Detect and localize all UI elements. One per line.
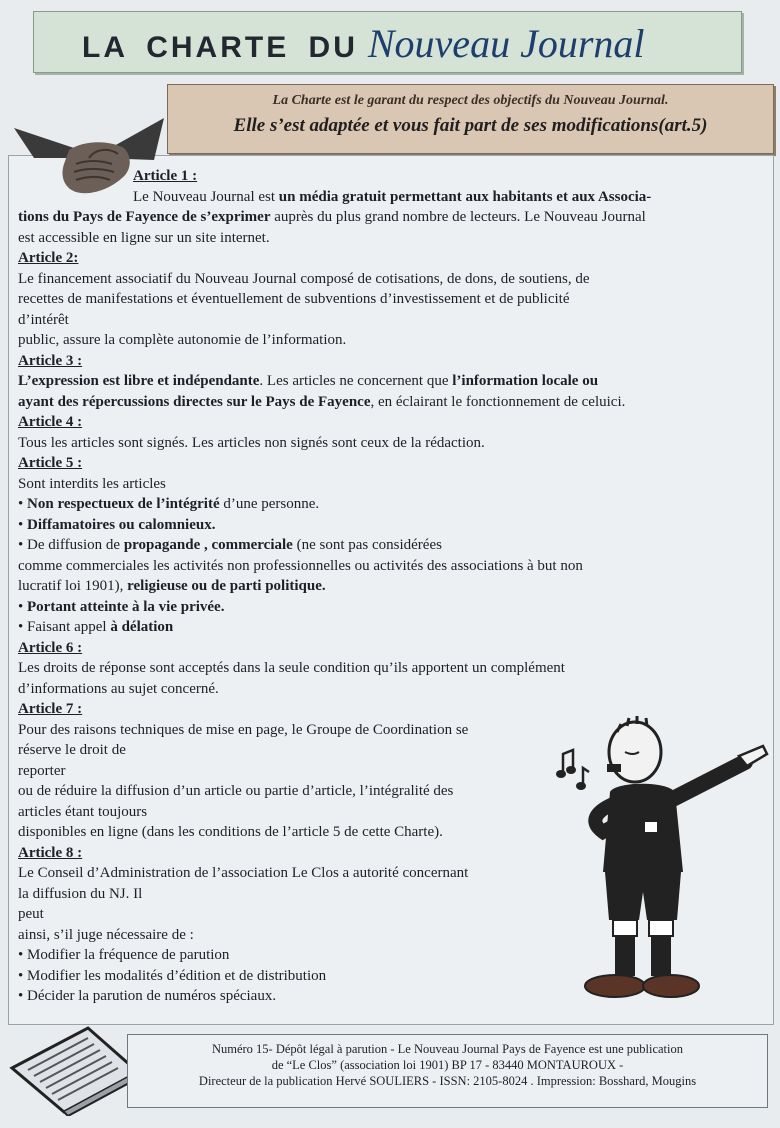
article-2-text-1: Le financement associatif du Nouveau Journal composé de cotisations, de dons, de soutiens, de [18, 270, 590, 287]
article-5-item-3-bold: propagande , commerciale [123, 537, 293, 553]
article-8-text-1: Le Conseil d’Administration de l’association Le Clos a autorité concernant [18, 865, 469, 881]
article-3-bold-1: L’expression est libre et indépendante [18, 373, 260, 389]
article-2-text-2: recettes de manifestations et éventuellement de subventions d’investissement et de publicité [18, 291, 570, 307]
article-5-item-5-text: Faisant appel [27, 619, 111, 635]
footer-line-1: Numéro 15- Dépôt légal à parution - Le Nouveau Journal Pays de Fayence est une publication [211, 1042, 684, 1056]
article-8-heading: Article 8 : [18, 844, 83, 861]
bullet: • [18, 988, 24, 1004]
bullet: • [18, 598, 24, 615]
article-5-item-4-bold: Portant atteinte à la vie privée. [27, 598, 225, 615]
subtitle-line2: Elle s’est adaptée et vous fait part de ses modifications(art.5) [233, 115, 708, 136]
subtitle-line1: La Charte est le garant du respect des objectifs du Nouveau Journal. [272, 93, 669, 108]
article-7-text-6: disponibles en ligne (dans les conditions de l’article 5 de cette Charte). [18, 824, 443, 840]
article-5-item-5-bold: à délation [110, 619, 174, 635]
article-1-bold: un média gratuit permettant aux habitants et aux Associa- [278, 188, 652, 205]
article-5-item-5 [18, 617, 768, 638]
article-5-item-1-bold: Non respectueux de l’intégrité [27, 496, 220, 512]
article-5-item-3-text-2: (ne sont pas considérées [292, 537, 442, 553]
article-5-item-3-line-3: lucratif loi 1901), [18, 578, 128, 594]
article-8-text-3: peut [18, 906, 44, 922]
article-1-heading: Article 1 : [133, 168, 198, 184]
article-1-bold-2: tions du Pays de Fayence de s’exprimer [18, 209, 271, 225]
bullet: • [18, 947, 24, 963]
article-8-item-2-text: Modifier les modalités d’édition et de distribution [27, 967, 327, 984]
footer-legal [127, 1034, 768, 1108]
article-6-text-2: d’informations au sujet concerné. [18, 680, 219, 697]
article-5-item-3 [18, 535, 768, 556]
bullet: • [18, 516, 24, 533]
article-5-item-2-bold: Diffamatoires ou calomnieux. [27, 516, 216, 533]
article-7-text-4: ou de réduire la diffusion d’un article ou partie d’article, l’intégralité des [18, 783, 454, 799]
title-caps: LA CHARTE DU [82, 31, 358, 64]
article-2-text-3: d’intérêt [18, 311, 69, 328]
article-3-bold-2: l’information locale ou [452, 373, 599, 389]
title-italic: Nouveau Journal [367, 21, 645, 66]
bullet: • [18, 619, 24, 635]
bullet: • [18, 537, 24, 553]
article-4-heading: Article 4 : [18, 414, 83, 430]
article-5-item-3-line-2: comme commerciales les activités non professionnelles ou activités des associations à but non [18, 557, 583, 574]
article-7-heading: Article 7 : [18, 701, 83, 717]
article-2-heading: Article 2: [18, 250, 79, 266]
article-8-item-1-text: Modifier la fréquence de parution [27, 947, 230, 963]
page-title [82, 20, 645, 67]
article-5-item-4 [18, 597, 768, 618]
article-7-text-3: reporter [18, 762, 66, 779]
article-5-intro: Sont interdits les articles [18, 475, 166, 492]
article-1-text-2: auprès du plus grand nombre de lecteurs. Le Nouveau Journal [270, 209, 646, 225]
article-2-text-4: public, assure la complète autonomie de l’information. [18, 332, 347, 348]
footer-line-3: Directeur de la publication Hervé SOULIERS - ISSN: 2105-8024 . Impression: Bosshard, Mougins [198, 1074, 697, 1088]
newspaper-icon [8, 1018, 142, 1116]
article-5-item-2 [18, 515, 768, 536]
article-3-text-2: , en éclairant le fonctionnement de celuici. [370, 393, 626, 410]
article-7-text-2: réserve le droit de [18, 742, 126, 758]
referee-whistle-illustration [555, 712, 770, 1012]
footer-line-2: de “Le Clos” (association loi 1901) BP 17 - 83440 MONTAUROUX - [271, 1058, 624, 1072]
article-3-bold-3: ayant des répercussions directes sur le Pays de Fayence [18, 393, 371, 410]
article-8-item-3-text: Décider la parution de numéros spéciaux. [27, 988, 277, 1004]
title-banner [33, 11, 742, 73]
article-5-item-3-bold-2: religieuse ou de parti politique. [127, 578, 326, 594]
article-7-text-1: Pour des raisons techniques de mise en page, le Groupe de Coordination se [18, 721, 469, 738]
article-5-item-1 [18, 494, 768, 515]
bullet: • [18, 496, 24, 512]
article-1-text-3: est accessible en ligne sur un site internet. [18, 229, 270, 246]
article-3-text-1: . Les articles ne concernent que [259, 373, 453, 389]
article-3-heading: Article 3 : [18, 352, 83, 369]
article-8-text-4: ainsi, s’il juge nécessaire de : [18, 926, 194, 943]
bullet: • [18, 967, 24, 984]
article-1-text: Le Nouveau Journal est [133, 188, 279, 205]
article-4-text: Tous les articles sont signés. Les articles non signés sont ceux de la rédaction. [18, 434, 485, 451]
article-5-item-3-text: De diffusion de [27, 537, 124, 553]
article-8-text-2: la diffusion du NJ. Il [18, 885, 143, 902]
music-notes-icon [556, 750, 589, 790]
article-6-heading: Article 6 : [18, 639, 83, 656]
article-6-text-1: Les droits de réponse sont acceptés dans la seule condition qu’ils apportent un complément [18, 660, 565, 676]
article-5-item-1-text: d’une personne. [219, 496, 320, 512]
article-5-heading: Article 5 : [18, 455, 83, 471]
subtitle-box [167, 84, 774, 154]
article-7-text-5: articles étant toujours [18, 803, 148, 820]
